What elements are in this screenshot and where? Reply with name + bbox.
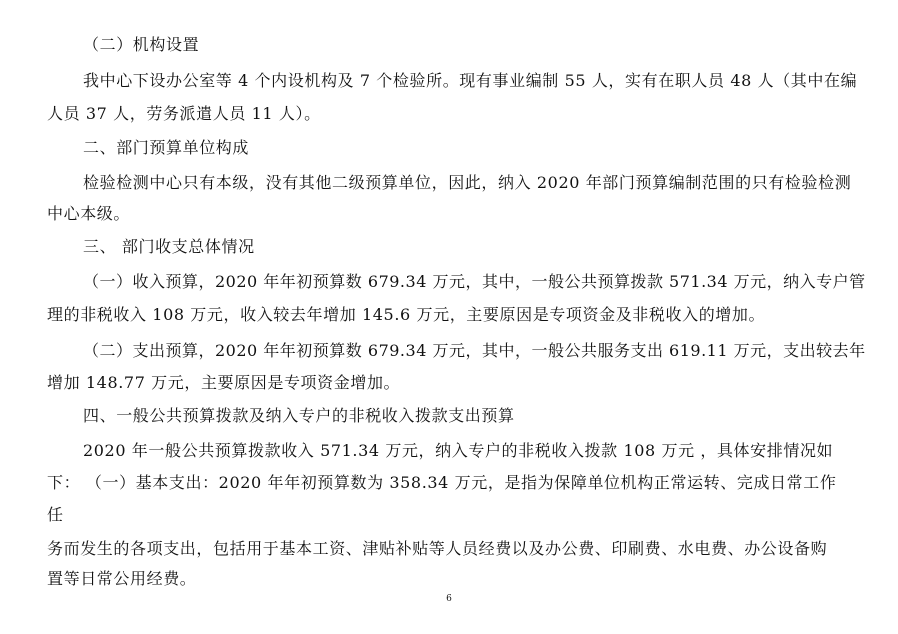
paragraph-line: （二）支出预算，2020 年年初预算数 679.34 万元，其中，一般公共服务支出 619.11 万元，支出较去年 — [83, 341, 866, 360]
section-heading-budget-units: 二、部门预算单位构成 — [83, 138, 250, 157]
paragraph-line: 我中心下设办公室等 4 个内设机构及 7 个检验所。现有事业编制 55 人，实有在职人员 48 人（其中在编 — [83, 71, 858, 90]
section-heading-org-setup: （二）机构设置 — [83, 35, 200, 54]
section-heading-general-budget: 四、一般公共预算拨款及纳入专户的非税收入拨款支出预算 — [83, 406, 515, 425]
paragraph-line: 增加 148.77 万元，主要原因是专项资金增加。 — [47, 373, 401, 392]
page-number: 6 — [446, 594, 452, 604]
paragraph-line: 务而发生的各项支出，包括用于基本工资、津贴补贴等人员经费以及办公费、印刷费、水电费、办公设备购 — [47, 539, 828, 558]
paragraph-line: 2020 年一般公共预算拨款收入 571.34 万元，纳入专户的非税收入拨款 108 万元 ，具体安排情况如 — [83, 441, 834, 460]
paragraph-line: 检验检测中心只有本级，没有其他二级预算单位，因此，纳入 2020 年部门预算编制范围的只有检验检测 — [83, 173, 852, 192]
paragraph-line: 人员 37 人，劳务派遣人员 11 人）。 — [47, 104, 321, 123]
paragraph-line: （一）收入预算，2020 年年初预算数 679.34 万元，其中，一般公共预算拨款 571.34 万元，纳入专户管 — [83, 272, 866, 291]
paragraph-line: 理的非税收入 108 万元，收入较去年增加 145.6 万元，主要原因是专项资金及非税收入的增加。 — [47, 305, 766, 324]
paragraph-line: 任 — [47, 505, 64, 524]
paragraph-line: 中心本级。 — [47, 204, 131, 223]
paragraph-line: 置等日常公用经费。 — [47, 569, 197, 588]
section-heading-revenue-expenditure: 三、 部门收支总体情况 — [83, 237, 255, 256]
paragraph-line: 下： （一）基本支出：2020 年年初预算数为 358.34 万元，是指为保障单位机构正常运转、完成日常工作 — [47, 473, 837, 492]
